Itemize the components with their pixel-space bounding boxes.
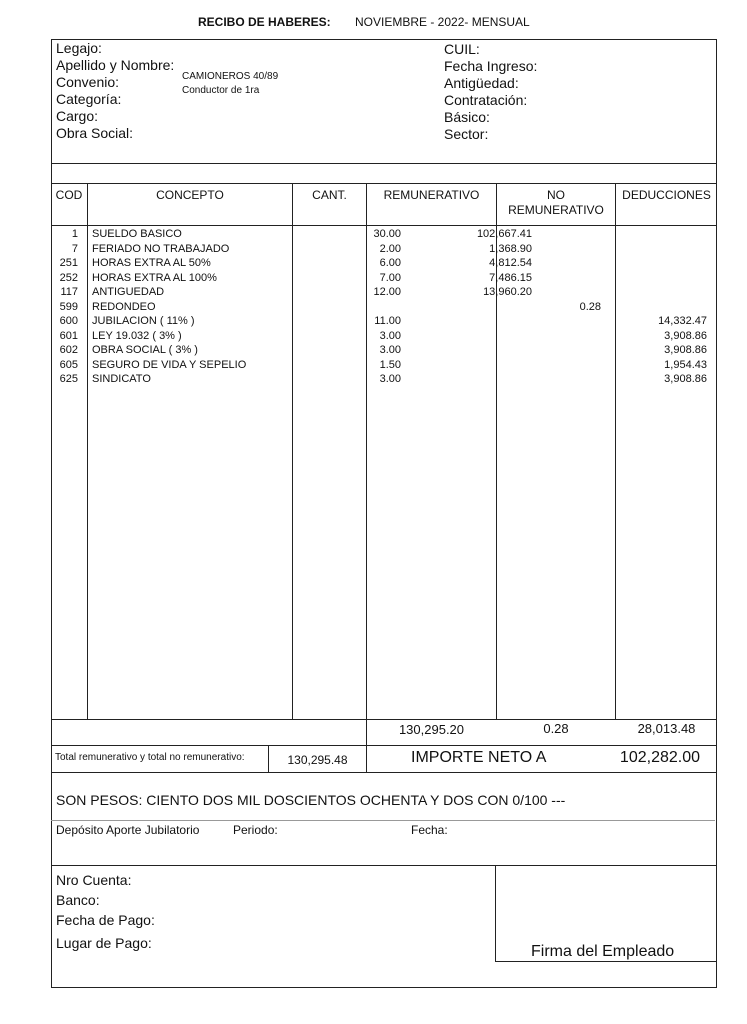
table-row bbox=[51, 256, 717, 271]
table-row bbox=[51, 343, 717, 358]
table-row bbox=[51, 242, 717, 257]
employee-left-labels bbox=[56, 40, 174, 142]
categoria-value: Conductor de 1ra bbox=[182, 85, 260, 96]
cell-cod: 252 bbox=[59, 271, 78, 284]
cell-cod: 602 bbox=[59, 344, 78, 356]
basico-label: Básico: bbox=[444, 109, 490, 125]
cell-no-remunerativo: 0.28 bbox=[579, 300, 601, 313]
cell-concepto: FERIADO NO TRABAJADO bbox=[92, 242, 230, 255]
cell-deducciones: 3,908.86 bbox=[664, 344, 707, 356]
categoria-label: Categoría: bbox=[56, 91, 122, 107]
cell-concepto: ANTIGUEDAD bbox=[92, 286, 165, 298]
divider-totals bbox=[51, 745, 717, 746]
cell-concepto: OBRA SOCIAL ( 3% ) bbox=[92, 344, 198, 356]
cuil-label: CUIL: bbox=[444, 41, 480, 57]
importe-neto-label: IMPORTE NETO A bbox=[411, 749, 547, 766]
table-row bbox=[51, 271, 717, 286]
signature-line bbox=[495, 961, 717, 962]
divider-table-header bbox=[51, 225, 717, 226]
divider-employee bbox=[51, 163, 717, 164]
cell-cod: 117 bbox=[60, 286, 78, 298]
cell-cant: 11.00 bbox=[374, 315, 401, 327]
cell-cod: 605 bbox=[59, 358, 78, 371]
cell-concepto: HORAS EXTRA AL 50% bbox=[92, 257, 211, 269]
cell-deducciones: 3,908.86 bbox=[664, 329, 707, 342]
cell-cod: 599 bbox=[59, 300, 78, 313]
periodo-label: Periodo: bbox=[233, 823, 278, 837]
apellido-label: Apellido y Nombre: bbox=[56, 57, 175, 73]
fecha-label: Fecha: bbox=[411, 823, 448, 837]
table-row bbox=[51, 227, 717, 242]
cell-concepto: LEY 19.032 ( 3% ) bbox=[92, 329, 182, 342]
header-cod: COD bbox=[55, 188, 83, 202]
cell-cant: 6.00 bbox=[379, 257, 401, 269]
cell-concepto: SINDICATO bbox=[92, 373, 151, 385]
nro-cuenta-label: Nro Cuenta: bbox=[56, 872, 132, 888]
convenio-label: Convenio: bbox=[56, 74, 120, 90]
total-label: Total remunerativo y total no remunerativo: bbox=[55, 752, 245, 763]
importe-neto-value: 102,282.00 bbox=[619, 749, 700, 766]
fecha-pago-label: Fecha de Pago: bbox=[56, 912, 155, 928]
header-no-remunerativo: NO REMUNERATIVO bbox=[508, 188, 604, 217]
cell-cod: 601 bbox=[59, 329, 78, 342]
cell-deducciones: 1,954.43 bbox=[664, 358, 707, 371]
cell-cant: 2.00 bbox=[379, 242, 401, 255]
table-row bbox=[51, 358, 717, 373]
cell-cant: 7.00 bbox=[379, 271, 401, 284]
divider-table-bottom bbox=[51, 719, 717, 720]
employee-right-labels bbox=[444, 41, 537, 143]
fecha-ingreso-label: Fecha Ingreso: bbox=[444, 58, 538, 74]
cell-concepto: SUELDO BASICO bbox=[92, 228, 182, 240]
divider-deposito bbox=[51, 865, 717, 866]
obra-social-label: Obra Social: bbox=[56, 125, 134, 141]
cell-cod: 1 bbox=[71, 228, 78, 240]
table-row bbox=[51, 372, 717, 387]
deposito-label: Depósito Aporte Jubilatorio bbox=[56, 823, 200, 837]
header-cant: CANT. bbox=[312, 188, 347, 202]
cell-remunerativo: 7,486.15 bbox=[489, 271, 532, 284]
cell-concepto: JUBILACION ( 11% ) bbox=[92, 315, 195, 327]
cell-cant: 3.00 bbox=[379, 373, 401, 385]
total-deducciones: 28,013.48 bbox=[637, 721, 696, 736]
sector-label: Sector: bbox=[444, 126, 489, 142]
col-divider-payment bbox=[495, 865, 496, 962]
receipt-period: NOVIEMBRE - 2022- MENSUAL bbox=[355, 15, 530, 29]
receipt-border bbox=[51, 39, 717, 988]
total-remunerativo: 130,295.20 bbox=[398, 722, 465, 737]
divider-table-top bbox=[51, 183, 717, 184]
cell-remunerativo: 102,667.41 bbox=[476, 228, 532, 240]
banco-label: Banco: bbox=[56, 892, 100, 908]
cell-cant: 12.00 bbox=[373, 286, 401, 298]
table-row bbox=[51, 314, 717, 329]
cell-cant: 3.00 bbox=[379, 344, 401, 356]
cell-deducciones: 3,908.86 bbox=[664, 373, 707, 385]
cell-cant: 1.50 bbox=[379, 358, 401, 371]
convenio-value: CAMIONEROS 40/89 bbox=[182, 71, 279, 82]
cargo-label: Cargo: bbox=[56, 108, 99, 124]
divider-son-pesos bbox=[51, 820, 715, 821]
cell-remunerativo: 1,368.90 bbox=[489, 242, 532, 255]
total-no-remunerativo: 0.28 bbox=[543, 721, 569, 736]
header-remunerativo: REMUNERATIVO bbox=[383, 188, 480, 202]
cell-deducciones: 14,332.47 bbox=[658, 315, 707, 327]
receipt-title: RECIBO DE HABERES: bbox=[198, 15, 331, 29]
cell-concepto: SEGURO DE VIDA Y SEPELIO bbox=[92, 358, 247, 371]
cell-cod: 251 bbox=[59, 257, 78, 269]
cell-remunerativo: 13,960.20 bbox=[483, 286, 532, 298]
firma-empleado: Firma del Empleado bbox=[531, 943, 675, 960]
table-body bbox=[51, 227, 717, 387]
table-row bbox=[51, 285, 717, 300]
cell-cod: 600 bbox=[59, 315, 78, 327]
legajo-label: Legajo: bbox=[56, 40, 102, 56]
divider-summary bbox=[51, 772, 717, 773]
cell-cod: 7 bbox=[71, 242, 78, 255]
antiguedad-label: Antigüedad: bbox=[444, 75, 519, 91]
cell-remunerativo: 4,812.54 bbox=[489, 257, 532, 269]
cell-cant: 3.00 bbox=[379, 329, 401, 342]
lugar-pago-label: Lugar de Pago: bbox=[56, 935, 152, 951]
son-pesos: SON PESOS: CIENTO DOS MIL DOSCIENTOS OCHENTA Y DOS CON 0/100 --- bbox=[56, 792, 566, 808]
contratacion-label: Contratación: bbox=[444, 92, 528, 108]
table-row bbox=[51, 329, 717, 344]
header-concepto: CONCEPTO bbox=[156, 188, 224, 202]
cell-cod: 625 bbox=[59, 373, 78, 385]
cell-cant: 30.00 bbox=[373, 228, 401, 240]
payment-labels bbox=[56, 870, 155, 953]
table-row bbox=[51, 300, 717, 315]
cell-concepto: REDONDEO bbox=[92, 300, 156, 313]
header-deducciones: DEDUCCIONES bbox=[622, 188, 711, 202]
cell-concepto: HORAS EXTRA AL 100% bbox=[92, 271, 217, 284]
total-value: 130,295.48 bbox=[287, 753, 348, 767]
